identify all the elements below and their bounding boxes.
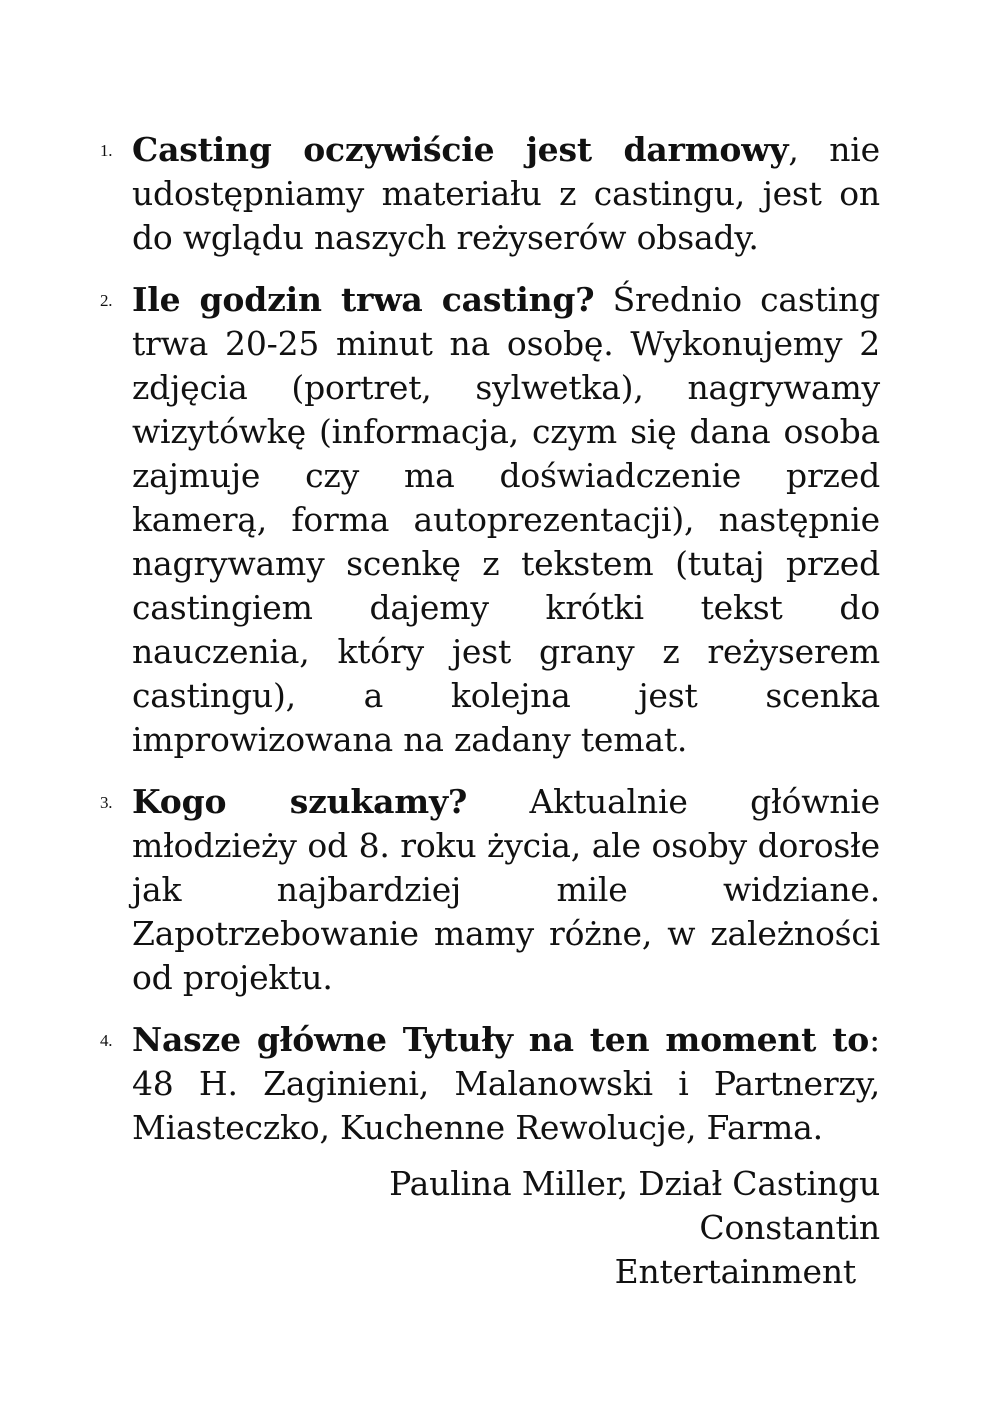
item-number: 2. <box>100 291 113 310</box>
signature <box>200 1162 880 1294</box>
item-number: 1. <box>100 141 113 160</box>
signature-line-2: Entertainment <box>614 1252 856 1291</box>
item-number: 3. <box>100 793 113 812</box>
item-lead: Kogo szukamy? <box>132 782 468 821</box>
item-lead: Casting oczywiście jest darmowy <box>132 130 789 169</box>
signature-line-1: Paulina Miller, Dział Castingu Constantin <box>389 1164 880 1247</box>
item-number: 4. <box>100 1031 113 1050</box>
list-item-3 <box>98 780 880 1000</box>
list-item-2 <box>98 278 880 762</box>
item-text: : 48 H. Zaginieni, Malanowski i Partnerzy, Miasteczko, Kuchenne Rewolucje, Farma. <box>132 1020 880 1147</box>
item-text: , nie udostępniamy materiału z castingu, jest on do wglądu naszych reżyserów obsady. <box>132 130 880 257</box>
faq-list <box>98 128 880 1168</box>
item-lead: Nasze główne Tytuły na ten moment to <box>132 1020 870 1059</box>
list-item-4 <box>98 1018 880 1150</box>
item-lead: Ile godzin trwa casting? <box>132 280 595 319</box>
list-item-1 <box>98 128 880 260</box>
item-text: Średnio casting trwa 20-25 minut na osobę. Wykonujemy 2 zdjęcia (portret, sylwetka), nagrywamy wizytówkę (informacja, czym się dana osoba zajmuje czy ma doświadczenie przed kamerą, forma autoprezentacji), następnie nagrywamy scenkę z tekstem (tutaj przed castingiem dajemy krótki tekst do nauczenia, który jest grany z reżyserem castingu), a kolejna jest scenka improwizowana na zadany temat. <box>132 280 880 759</box>
item-text: Aktualnie głównie młodzieży od 8. roku życia, ale osoby dorosłe jak najbardziej mile widziane. Zapotrzebowanie mamy różne, w zależności od projektu. <box>132 782 880 997</box>
